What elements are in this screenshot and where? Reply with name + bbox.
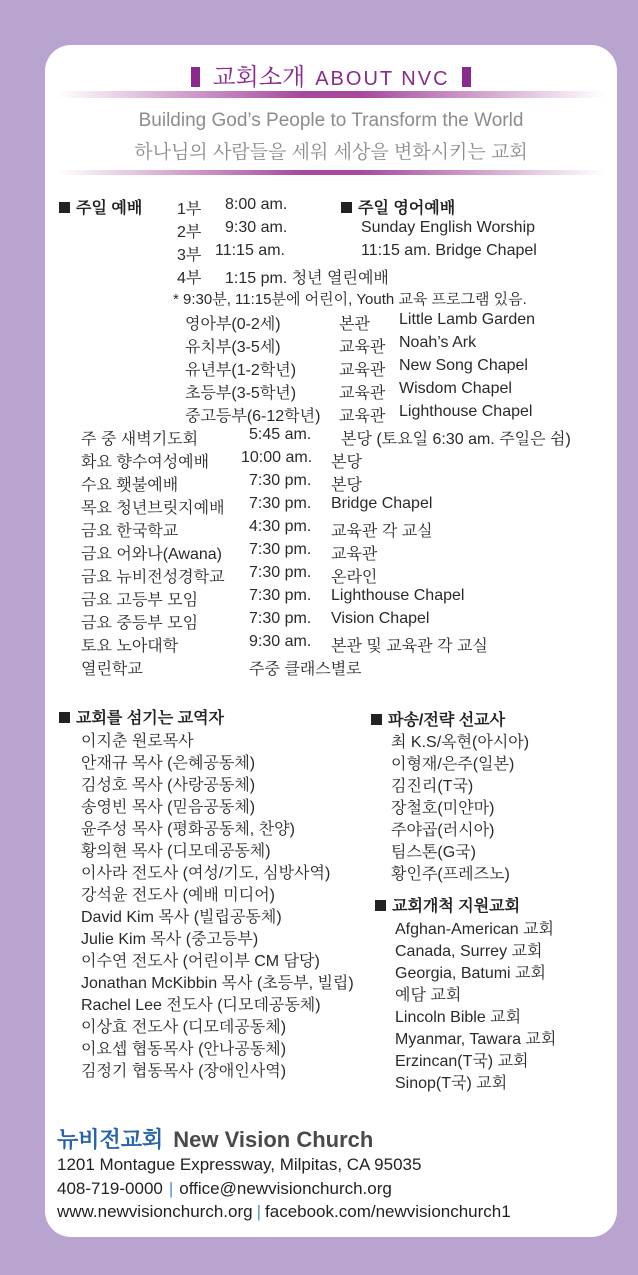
about-card <box>45 45 617 1237</box>
motto-en: Building God’s People to Transform the World <box>138 110 524 131</box>
weekly-name: 수요 횃불예배 <box>81 477 179 494</box>
list-item: 안재규 목사 (은혜공동체) <box>81 755 256 772</box>
church-address: 1201 Montague Expressway, Milpitas, CA 95035 <box>57 1155 422 1174</box>
separator: | <box>168 1179 174 1198</box>
list-item: Afghan-American 교회 <box>395 921 554 938</box>
list-item: David Kim 목사 (빌립공동체) <box>81 909 282 926</box>
weekly-name: 열린학교 <box>81 661 143 678</box>
weekly-name: 화요 향수여성예배 <box>81 454 210 471</box>
service-time: 8:00 am. <box>225 196 288 213</box>
english-worship-time: 11:15 am. Bridge Chapel <box>361 242 537 259</box>
weekly-time: 5:45 am. <box>249 426 312 443</box>
list-item: Canada, Surrey 교회 <box>395 943 543 960</box>
weekly-time: 7:30 pm. <box>249 495 312 512</box>
weekly-place: 본관 및 교육관 각 교실 <box>331 638 488 655</box>
header-divider <box>57 91 605 98</box>
list-item: 강석윤 전도사 (예배 미디어) <box>81 887 276 904</box>
department-room: Lighthouse Chapel <box>399 403 533 420</box>
department-room: Wisdom Chapel <box>399 380 512 397</box>
english-worship-name: Sunday English Worship <box>361 219 536 236</box>
email-link[interactable]: office@newvisionchurch.org <box>179 1179 392 1198</box>
weekly-name: 금요 한국학교 <box>81 523 179 540</box>
list-item: 이수연 전도사 (어린이부 CM 담당) <box>81 953 320 970</box>
department-room: Noah’s Ark <box>399 334 477 351</box>
service-time: 11:15 am. <box>215 242 285 259</box>
list-item: Rachel Lee 전도사 (디모데공동체) <box>81 997 321 1014</box>
list-item: 윤주성 목사 (평화공동체, 찬양) <box>81 821 295 838</box>
list-item: Georgia, Batumi 교회 <box>395 965 546 982</box>
list-item: 김성호 목사 (사랑공동체) <box>81 777 256 794</box>
weekly-time: 7:30 pm. <box>249 564 312 581</box>
weekly-time: 10:00 am. <box>241 449 313 466</box>
list-item: 팀스톤(G국) <box>391 844 476 861</box>
list-item: 황인주(프레즈노) <box>391 866 510 883</box>
weekly-place: 교육관 <box>331 546 378 563</box>
list-item: 이상효 전도사 (디모데공동체) <box>81 1019 287 1036</box>
weekly-time: 7:30 pm. <box>249 541 312 558</box>
list-item: 이지춘 원로목사 <box>81 733 194 750</box>
service-num: 2부 <box>177 224 202 241</box>
motto-divider <box>57 170 605 175</box>
weekly-place: 본당 (토요일 6:30 am. 주일은 쉼) <box>341 431 571 448</box>
department-building: 교육관 <box>339 408 386 425</box>
list-item: Julie Kim 목사 (중고등부) <box>81 931 259 948</box>
weekly-name: 금요 중등부 모임 <box>81 615 199 632</box>
list-item: Lincoln Bible 교회 <box>395 1009 522 1026</box>
section-header <box>45 57 617 92</box>
church-plants-title: 교회개척 지원교회 <box>375 893 520 916</box>
facebook-link[interactable]: facebook.com/newvisionchurch1 <box>265 1202 511 1221</box>
bullet-square-icon <box>341 202 352 213</box>
service-time: 9:30 am. <box>225 219 288 236</box>
weekly-time: 7:30 pm. <box>249 472 312 489</box>
department-name: 유년부(1-2학년) <box>185 362 297 379</box>
service-num: 4부 <box>177 270 202 287</box>
list-item: 김진리(T국) <box>391 778 474 795</box>
weekly-place: 교육관 각 교실 <box>331 523 433 540</box>
weekly-name: 금요 뉴비전성경학교 <box>81 569 225 586</box>
weekly-time: 7:30 pm. <box>249 587 312 604</box>
list-item: 황의현 목사 (디모데공동체) <box>81 843 271 860</box>
weekly-time: 4:30 pm. <box>249 518 312 535</box>
weekly-place: Vision Chapel <box>331 610 430 627</box>
header-bar-left <box>191 67 200 87</box>
department-building: 본관 <box>339 316 370 333</box>
weekly-name: 금요 어와나(Awana) <box>81 546 223 563</box>
sunday-worship-title: 주일 예배 <box>59 195 142 218</box>
list-item: 송영빈 목사 (믿음공동체) <box>81 799 256 816</box>
weekly-time: 9:30 am. <box>249 633 312 650</box>
department-building: 교육관 <box>339 339 386 356</box>
church-name-ko: 뉴비전교회 <box>57 1127 164 1152</box>
website-link[interactable]: www.newvisionchurch.org <box>57 1202 253 1221</box>
department-building: 교육관 <box>339 385 386 402</box>
department-name: 영아부(0-2세) <box>185 316 281 333</box>
list-item: 주야곱(러시아) <box>391 822 495 839</box>
header-bar-right <box>462 67 471 87</box>
department-building: 교육관 <box>339 362 386 379</box>
weekly-place: 본당 <box>331 477 362 494</box>
contact-line <box>57 1179 392 1199</box>
service-num: 3부 <box>177 247 202 264</box>
department-room: New Song Chapel <box>399 357 528 374</box>
list-item: 김정기 협동목사 (장애인사역) <box>81 1063 287 1080</box>
weekly-place: 본당 <box>331 454 362 471</box>
web-line <box>57 1202 511 1222</box>
header-title-ko: 교회소개 <box>212 64 306 91</box>
department-name: 중고등부(6-12학년) <box>185 408 321 425</box>
motto-ko: 하나님의 사람들을 세워 세상을 변화시키는 교회 <box>134 142 528 163</box>
list-item: 이사라 전도사 (여성/기도, 심방사역) <box>81 865 331 882</box>
weekly-time: 7:30 pm. <box>249 610 312 627</box>
list-item: 이형재/은주(일본) <box>391 756 515 773</box>
list-item: 이요셉 협동목사 (안나공동체) <box>81 1041 287 1058</box>
list-item: Erzincan(T국) 교회 <box>395 1053 529 1070</box>
service-num: 1부 <box>177 201 202 218</box>
list-item: 예담 교회 <box>395 987 462 1004</box>
program-note: * 9:30분, 11:15분에 어린이, Youth 교육 프로그램 있음. <box>173 291 527 308</box>
list-item: Myanmar, Tawara 교회 <box>395 1031 557 1048</box>
bullet-square-icon <box>371 714 382 725</box>
church-name <box>57 1123 373 1154</box>
separator: | <box>256 1202 262 1221</box>
weekly-name: 토요 노아대학 <box>81 638 179 655</box>
church-name-en: New Vision Church <box>173 1127 374 1152</box>
department-name: 초등부(3-5학년) <box>185 385 297 402</box>
phone-number: 408-719-0000 <box>57 1179 163 1198</box>
list-item: Sinop(T국) 교회 <box>395 1075 508 1092</box>
list-item: Jonathan McKibbin 목사 (초등부, 빌립) <box>81 975 354 992</box>
weekly-place: Lighthouse Chapel <box>331 587 465 604</box>
department-room: Little Lamb Garden <box>399 311 536 328</box>
missionaries-title: 파송/전략 선교사 <box>371 707 505 730</box>
list-item: 최 K.S/옥현(아시아) <box>391 734 530 751</box>
ministers-title: 교회를 섬기는 교역자 <box>59 705 224 728</box>
weekly-name: 주 중 새벽기도회 <box>81 431 199 448</box>
list-item: 장철호(미얀마) <box>391 800 495 817</box>
weekly-time: 주중 클래스별로 <box>249 661 362 678</box>
weekly-place: 온라인 <box>331 569 378 586</box>
weekly-name: 목요 청년브릿지예배 <box>81 500 225 517</box>
bullet-square-icon <box>59 202 70 213</box>
weekly-place: Bridge Chapel <box>331 495 433 512</box>
department-name: 유치부(3-5세) <box>185 339 281 356</box>
english-worship-title: 주일 영어예배 <box>341 195 455 218</box>
header-title-en: ABOUT NVC <box>315 68 450 90</box>
bullet-square-icon <box>59 712 70 723</box>
weekly-name: 금요 고등부 모임 <box>81 592 199 609</box>
bullet-square-icon <box>375 900 386 911</box>
service-time: 1:15 pm. 청년 열린예배 <box>225 270 389 287</box>
